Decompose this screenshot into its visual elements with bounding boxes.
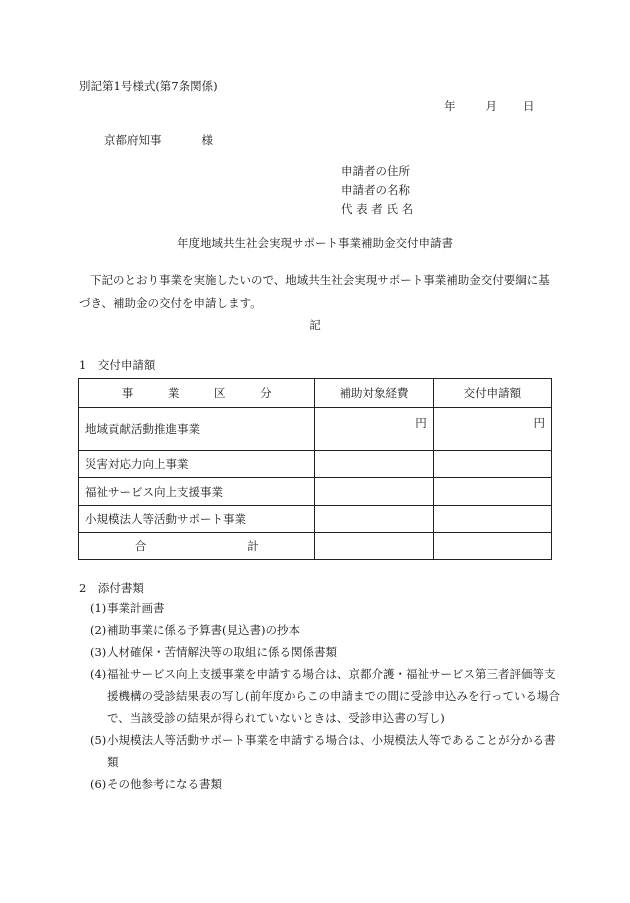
row-category: 小規模法人等活動サポート事業 [79, 506, 315, 533]
list-item-text: 補助事業に係る予算書(見込書)の抄本 [107, 623, 300, 637]
table-row [79, 506, 552, 533]
list-item-number: (2) [90, 623, 107, 637]
list-item-text: 人材確保・苦情解決等の取組に係る関係書類 [107, 645, 337, 659]
list-item-number: (6) [90, 777, 107, 791]
ki-heading: 記 [309, 318, 321, 332]
row-category: 福祉サービス向上支援事業 [79, 478, 315, 506]
section-2-heading: 2 添付書類 [79, 581, 144, 595]
list-item [92, 619, 562, 641]
table-row [79, 451, 552, 478]
total-label-char: 合 [134, 539, 147, 553]
application-amount-table [78, 378, 552, 560]
date-year: 年 [444, 99, 456, 113]
row-cost-cell[interactable] [315, 451, 433, 478]
list-item [92, 597, 562, 619]
row-cost-cell[interactable] [315, 478, 433, 506]
list-item-number: (4) [90, 667, 107, 681]
header-category-char: 分 [260, 386, 272, 400]
list-item-number: (3) [90, 645, 107, 659]
addressee-name: 京都府知事 [104, 133, 162, 147]
total-cost-cell[interactable] [315, 533, 433, 560]
list-item-text: 事業計画書 [107, 601, 165, 615]
body-paragraph: 下記のとおり事業を実施したいので、地域共生社会実現サポート事業補助金交付要綱に基づき、補助金の交付を申請します。 [79, 273, 550, 310]
list-item [92, 729, 562, 773]
list-item-text: その他参考になる書類 [107, 777, 222, 791]
header-category-char: 区 [214, 386, 226, 400]
date-line [444, 101, 535, 113]
row-cost-cell[interactable] [315, 506, 433, 533]
date-month: 月 [485, 99, 497, 113]
applicant-name-label: 申請者の名称 [341, 183, 410, 197]
total-label [79, 533, 315, 560]
list-item [92, 641, 562, 663]
total-label-char: 計 [247, 539, 259, 553]
header-category [79, 379, 315, 408]
header-category-char: 事 [121, 386, 134, 400]
form-label: 別記第1号様式(第7条関係) [79, 79, 218, 93]
row-amount-cell[interactable] [433, 506, 551, 533]
list-item-number: (5) [90, 733, 107, 747]
total-amount-cell[interactable] [433, 533, 551, 560]
addressee-honorific: 様 [201, 133, 213, 147]
list-item [92, 773, 562, 795]
table-row [79, 408, 552, 451]
row-category: 地域貢献活動推進事業 [79, 408, 315, 451]
table-total-row [79, 533, 552, 560]
header-cost: 補助対象経費 [315, 379, 433, 408]
header-amount: 交付申請額 [433, 379, 551, 408]
row-amount-cell[interactable]: 円 [433, 408, 551, 451]
row-category: 災害対応力向上事業 [79, 451, 315, 478]
row-cost-cell[interactable]: 円 [315, 408, 433, 451]
list-item-text: 小規模法人等活動サポート事業を申請する場合は、小規模法人等であることが分かる書類 [107, 733, 556, 769]
applicant-address-label: 申請者の住所 [341, 164, 410, 178]
section-1-heading: 1 交付申請額 [79, 358, 156, 372]
list-item-text: 福祉サービス向上支援事業を申請する場合は、京都介護・福祉サービス第三者評価等支援機構の受診結果表の写し(前年度からこの申請までの間に受診申込みを行っている場合で、当該受診の結果が得られていないときは、受診申込書の写し) [107, 667, 560, 725]
list-item [92, 663, 562, 729]
header-category-char: 業 [167, 386, 180, 400]
table-row [79, 478, 552, 506]
applicant-representative-label: 代 表 者 氏 名 [341, 202, 414, 216]
list-item-number: (1) [90, 601, 107, 615]
addressee [104, 135, 213, 147]
date-day: 日 [523, 99, 535, 113]
row-amount-cell[interactable] [433, 451, 551, 478]
attachments-list [92, 597, 562, 795]
row-amount-cell[interactable] [433, 478, 551, 506]
document-title: 年度地域共生社会実現サポート事業補助金交付申請書 [177, 236, 453, 250]
